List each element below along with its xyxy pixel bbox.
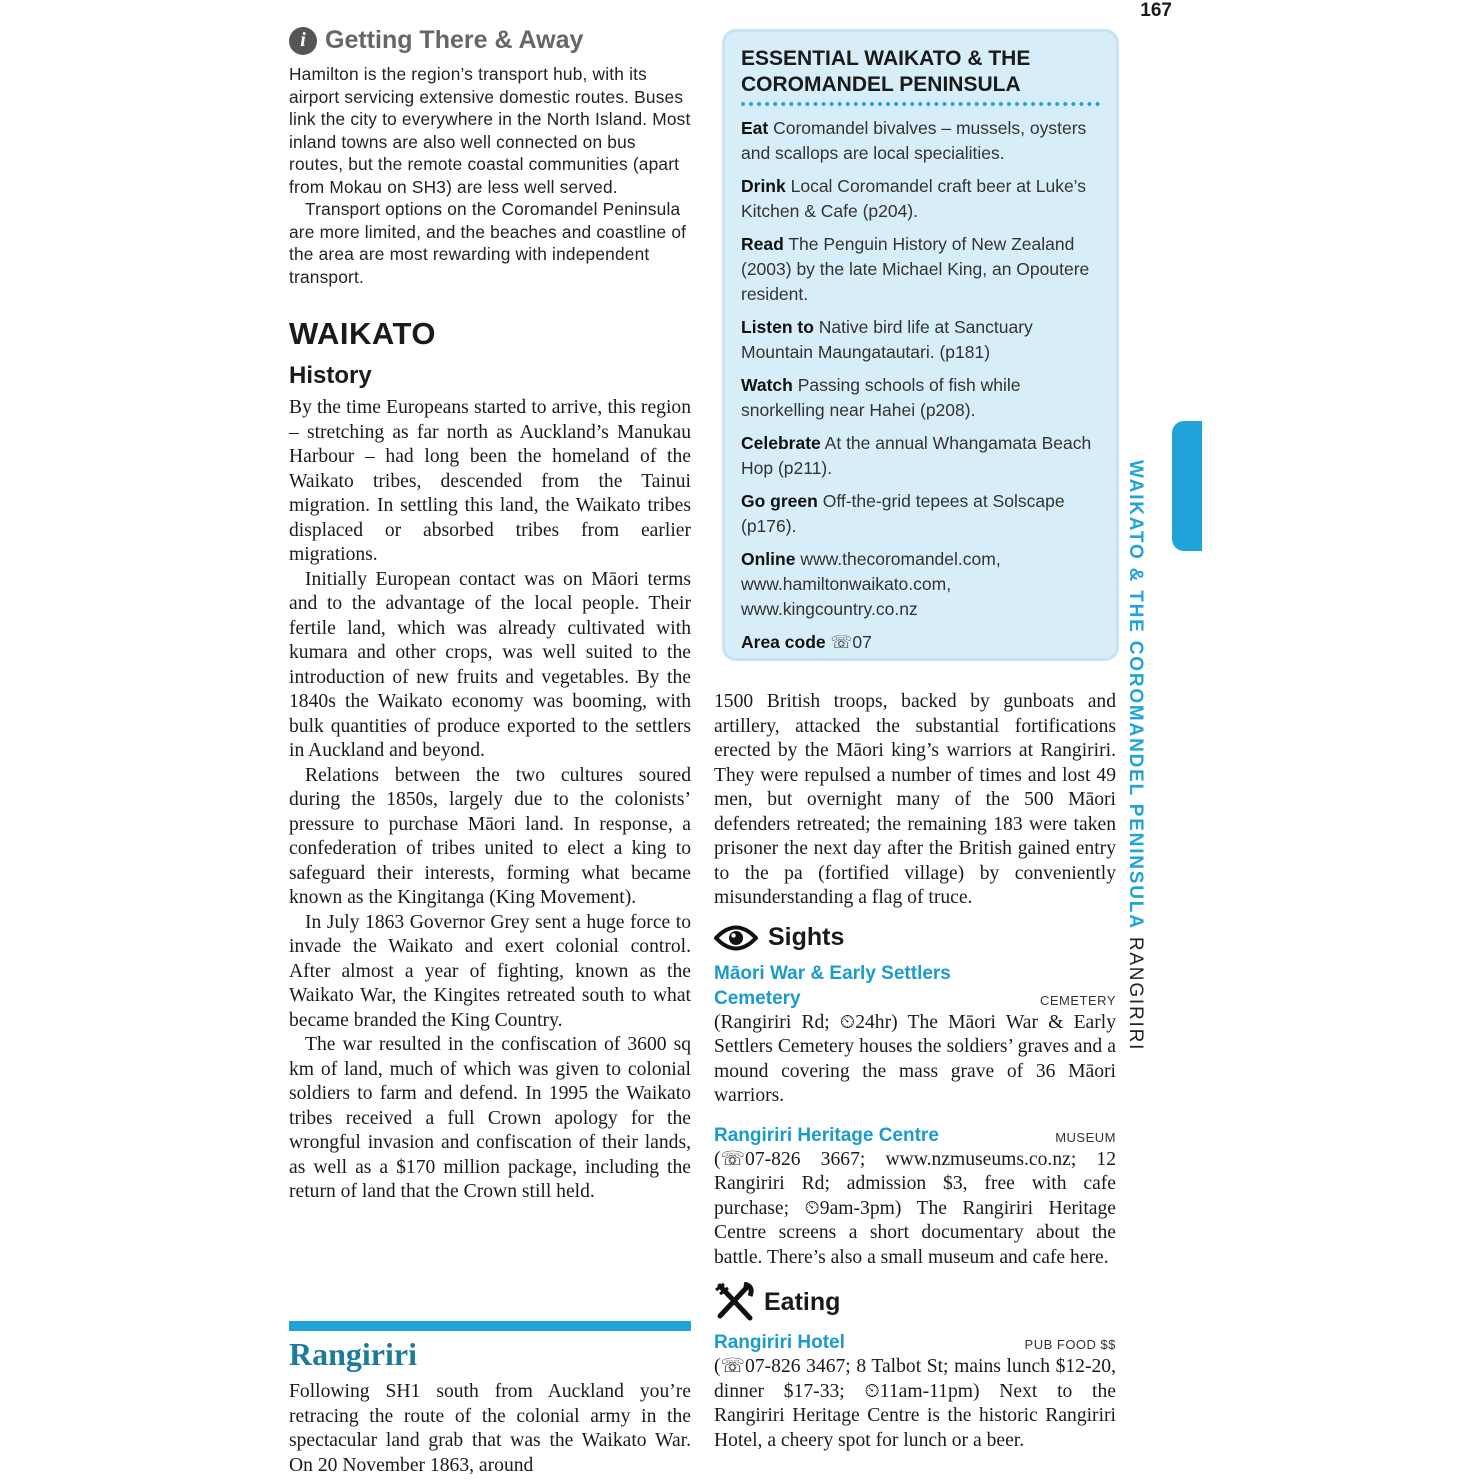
listing-text: (☏07-826 3467; 8 Talbot St; mains lunch $12-20, dinner $17-33; ⏲11am-11pm) Next to the Rangiriri Heritage Centre is the historic Rangiriri Hotel, a cheery spot for lunch or a beer.	[714, 1356, 1116, 1451]
essential-item-text: Native bird life at Sanctuary Mountain Maungatautari. (p181)	[741, 317, 1033, 362]
fork-knife-icon	[714, 1282, 754, 1322]
essential-item	[741, 315, 1100, 365]
getting-there-title: Getting There & Away	[325, 26, 584, 54]
listing-header	[714, 1330, 1116, 1355]
listing-text: (Rangiriri Rd; ⏲24hr) The Māori War & Early Settlers Cemetery houses the soldiers’ graves and a mound covering the mass grave of 36 Māori warriors.	[714, 1011, 1116, 1106]
listing-text: (☏07-826 3667; www.nzmuseums.co.nz; 12 Rangiriri Rd; admission $3, free with cafe purchase; ⏲9am-3pm) The Rangiriri Heritage Centre screens a short documentary about the battle. There’s also a small museum and cafe here.	[714, 1148, 1116, 1268]
essential-title: ESSENTIAL WAIKATO & THE COROMANDEL PENINSULA	[741, 47, 1031, 96]
essential-item-text: Coromandel bivalves – mussels, oysters and scallops are local specialities.	[741, 118, 1087, 163]
essential-item-label: Area code	[741, 632, 826, 652]
listing-type: CEMETERY	[1040, 992, 1116, 1008]
right-column	[714, 690, 1116, 1453]
listing-name: Māori War & Early Settlers Cemetery	[714, 962, 951, 1009]
running-header	[1124, 460, 1164, 1060]
essential-item	[741, 116, 1100, 166]
waikato-heading: WAIKATO	[289, 316, 437, 351]
listing-name: Rangiriri Hotel	[714, 1332, 845, 1353]
essential-item-text: Passing schools of fish while snorkelling near Hahei (p208).	[741, 375, 1021, 420]
essential-item	[741, 232, 1100, 307]
history-heading: History	[289, 362, 372, 389]
sights-title: Sights	[768, 923, 845, 951]
section-name: RANGIRIRI	[1125, 936, 1146, 1052]
chapter-tab	[1172, 421, 1202, 551]
rangiriri-heading: Rangiriri	[289, 1336, 417, 1372]
history-paragraph: By the time Europeans started to arrive, this region – stretching as far north as Auckland’s Manukau Harbour – had long been the homeland of the Waikato tribes, descended from the Tainui migration. In settling this land, the Waikato tribes displaced or absorbed tribes from earlier migrations.	[289, 397, 691, 565]
page-number: 167	[1140, 0, 1172, 21]
getting-there-heading	[289, 26, 691, 55]
essential-item-label: Go green	[741, 491, 818, 511]
listing-header	[714, 1123, 1116, 1148]
history-paragraph: In July 1863 Governor Grey sent a huge force to invade the Waikato and exert colonial control. After almost a year of fighting, known as the Waikato War, the Kingites retreated south to what became branded the King Country.	[289, 911, 691, 1031]
rangiriri-intro-block	[289, 1380, 691, 1478]
listing-type: MUSEUM	[1055, 1129, 1116, 1145]
essential-item-text: At the annual Whangamata Beach Hop (p211).	[741, 433, 1092, 478]
getting-there-paragraph: Transport options on the Coromandel Peninsula are more limited, and the beaches and coastline of the area are most rewarding with independent transport.	[289, 199, 687, 287]
essential-box	[722, 29, 1119, 661]
essential-item-label: Celebrate	[741, 433, 821, 453]
essential-item	[741, 174, 1100, 224]
essential-item	[741, 630, 1100, 655]
essential-item-text: Off-the-grid tepees at Solscape (p176).	[741, 491, 1065, 536]
essential-item-text: www.thecoromandel.com, www.hamiltonwaikato.com, www.kingcountry.co.nz	[741, 549, 1001, 619]
essential-item	[741, 489, 1100, 539]
eating-heading	[714, 1282, 1116, 1322]
essential-item	[741, 431, 1100, 481]
info-icon: i	[289, 27, 317, 55]
essential-item-label: Eat	[741, 118, 769, 138]
getting-there-paragraph: Hamilton is the region’s transport hub, with its airport servicing extensive domestic routes. Buses link the city to everywhere in the North Island. Most inland towns are also well connected on bus routes, but the remote coastal communities (apart from Mokau on SH3) are less well served.	[289, 64, 691, 197]
history-paragraph: The war resulted in the confiscation of 3600 sq km of land, much of which was given to colonial soldiers to farm and defend. In 1995 the Waikato tribes received a full Crown apology for the wrongful invasion and confiscation of their lands, as well as a $170 million package, including the return of land that the Crown still held.	[289, 1034, 691, 1202]
essential-item-label: Listen to	[741, 317, 814, 337]
eye-icon	[714, 923, 758, 953]
essential-item-label: Watch	[741, 375, 793, 395]
essential-item-text: Local Coromandel craft beer at Luke’s Kitchen & Cafe (p204).	[741, 176, 1087, 221]
listing-header	[714, 961, 1116, 1011]
essential-item-text: The Penguin History of New Zealand (2003) by the late Michael King, an Opoutere resident.	[741, 234, 1090, 304]
essential-item	[741, 547, 1100, 622]
essential-item-label: Read	[741, 234, 784, 254]
rangiriri-continued: 1500 British troops, backed by gunboats and artillery, attacked the substantial fortifications erected by the Māori king’s warriors at Rangiriri. They were repulsed a number of times and lost 49 men, but overnight many of the 500 Māori defenders retreated; the remaining 183 were taken prisoner the next day after the British gained entry to the pa (fortified village) by conveniently misunderstanding a flag of truce.	[714, 691, 1116, 908]
dotted-divider	[741, 102, 1100, 106]
essential-item-text: ☏07	[830, 632, 872, 652]
essential-item-label: Online	[741, 549, 796, 569]
essential-item-label: Drink	[741, 176, 786, 196]
left-column	[289, 26, 691, 1205]
section-divider	[289, 1321, 691, 1331]
sights-heading	[714, 923, 1116, 953]
essential-item	[741, 373, 1100, 423]
history-paragraph: Relations between the two cultures soured during the 1850s, largely due to the colonists’ pressure to purchase Māori land. In response, a confederation of tribes united to elect a king to safeguard their interests, forming what became known as the Kingitanga (King Movement).	[289, 764, 691, 908]
eating-title: Eating	[764, 1287, 841, 1316]
rangiriri-intro: Following SH1 south from Auckland you’re retracing the route of the colonial army in the spectacular land grab that was the Waikato War. On 20 November 1863, around	[289, 1381, 691, 1476]
listing-name: Rangiriri Heritage Centre	[714, 1124, 939, 1146]
listing-type: PUB FOOD $$	[1024, 1337, 1116, 1352]
chapter-name: WAIKATO & THE COROMANDEL PENINSULA	[1125, 460, 1146, 930]
history-paragraph: Initially European contact was on Māori terms and to the advantage of the local people. Their fertile land, which was already cultivated with kumara and other crops, was well suited to the introduction of new fruits and vegetables. By the 1840s the Waikato economy was booming, with bulk quantities of produce exported to the settlers in Auckland and beyond.	[289, 568, 691, 761]
